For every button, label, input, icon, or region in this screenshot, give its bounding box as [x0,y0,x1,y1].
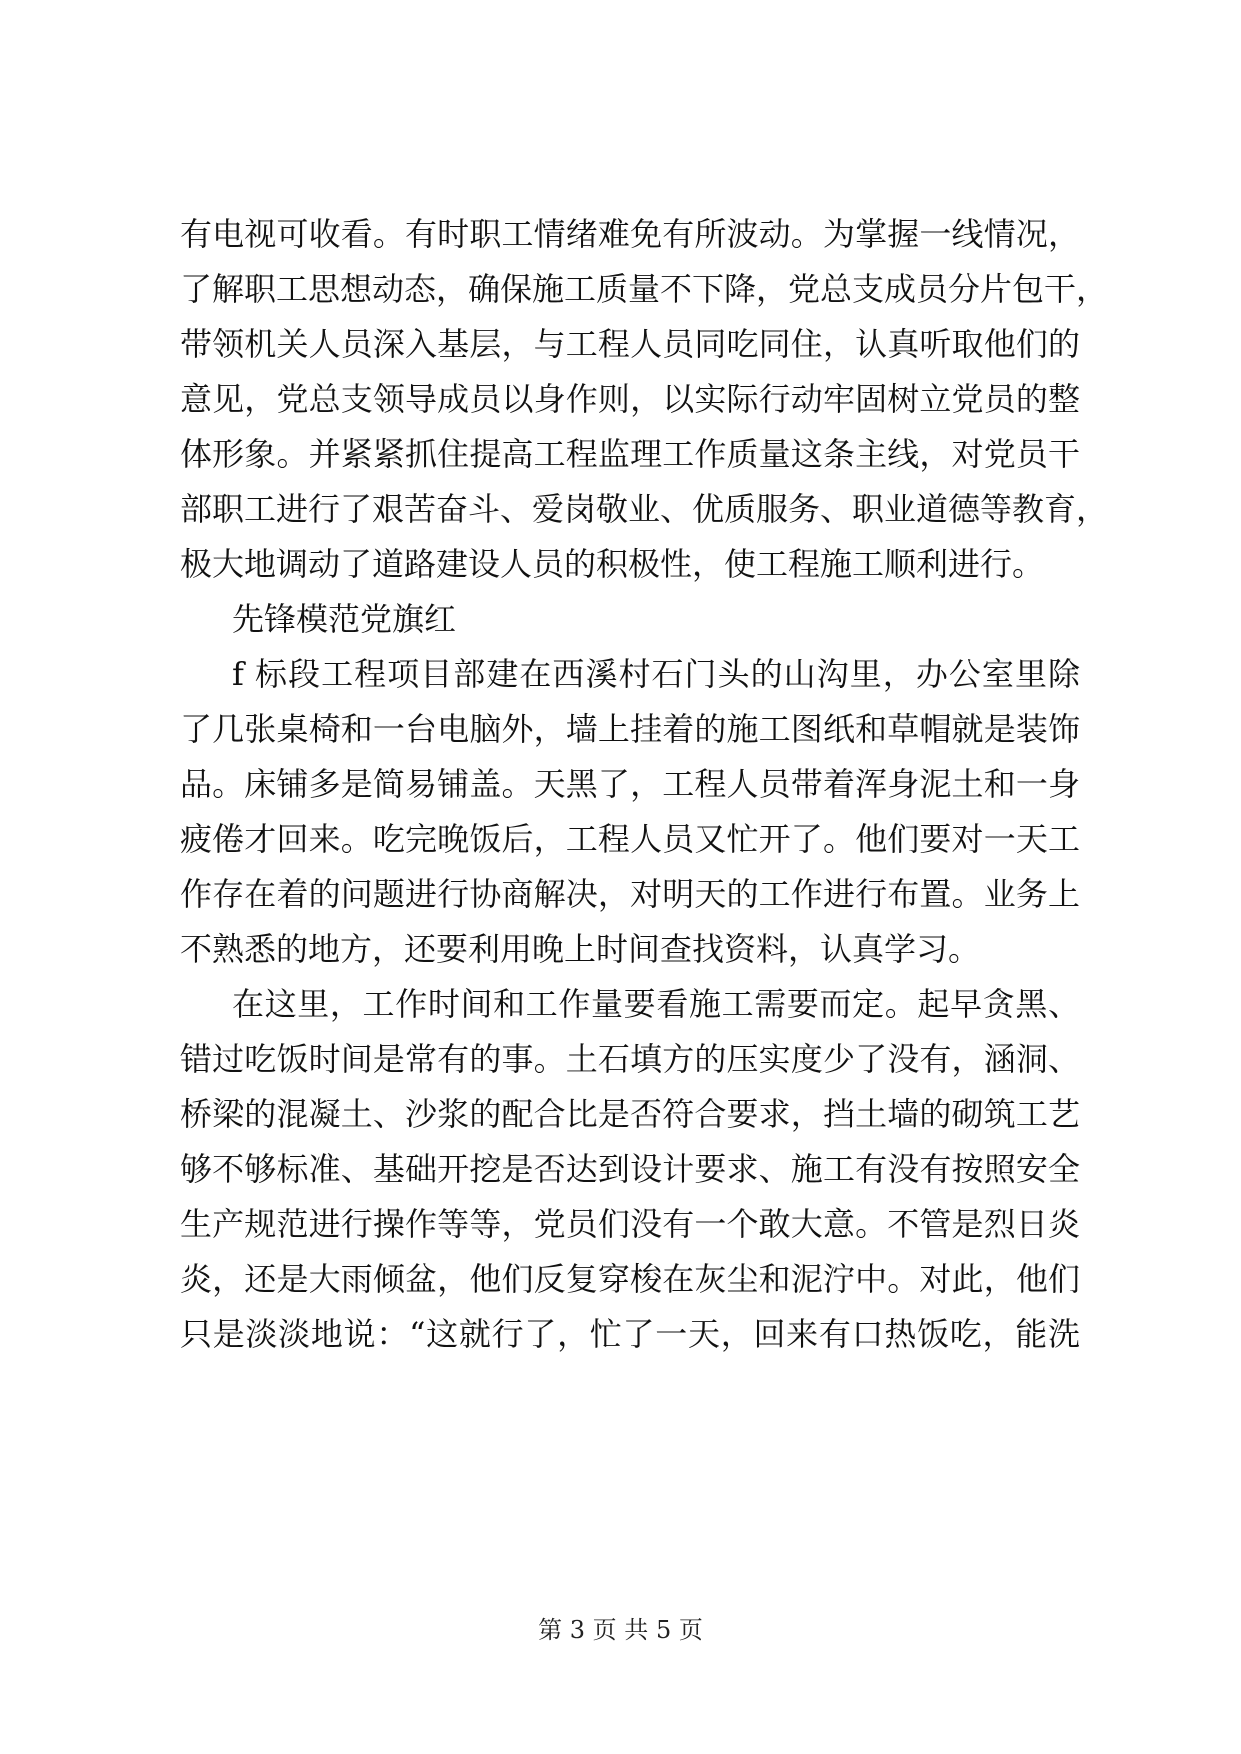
body-text-line: 部职工进行了艰苦奋斗、爱岗敬业、优质服务、职业道德等教育， [180,490,1109,528]
body-text-line: 在这里，工作时间和工作量要看施工需要而定。起早贪黑、 [232,985,1080,1023]
body-text-line: 只是淡淡地说：“这就行了，忙了一天，回来有口热饭吃，能洗 [180,1315,1080,1353]
body-text-line: f 标段工程项目部建在西溪村石门头的山沟里，办公室里除 [232,655,1080,693]
body-text-line: 作存在着的问题进行协商解决，对明天的工作进行布置。业务上 [180,875,1080,913]
body-text-line: 炎，还是大雨倾盆，他们反复穿梭在灰尘和泥泞中。对此，他们 [180,1260,1080,1298]
body-text-line: 了解职工思想动态，确保施工质量不下降，党总支成员分片包干， [180,270,1109,308]
body-text-line: 有电视可收看。有时职工情绪难免有所波动。为掌握一线情况， [180,215,1080,253]
body-text-line: 够不够标准、基础开挖是否达到设计要求、施工有没有按照安全 [180,1150,1080,1188]
body-text-line: 生产规范进行操作等等，党员们没有一个敢大意。不管是烈日炎 [180,1205,1080,1243]
page-number-footer: 第 3 页 共 5 页 [538,1616,703,1644]
body-text-line: 极大地调动了道路建设人员的积极性，使工程施工顺利进行。 [180,545,1045,583]
body-text-line: 不熟悉的地方，还要利用晚上时间查找资料，认真学习。 [180,930,981,968]
body-text-line: 体形象。并紧紧抓住提高工程监理工作质量这条主线，对党员干 [180,435,1080,473]
body-text-line: 带领机关人员深入基层，与工程人员同吃同住，认真听取他们的 [180,325,1080,363]
section-heading: 先锋模范党旗红 [232,600,457,638]
body-text-line: 错过吃饭时间是常有的事。土石填方的压实度少了没有，涵洞、 [180,1040,1080,1078]
body-text-line: 桥梁的混凝土、沙浆的配合比是否符合要求，挡土墙的砌筑工艺 [180,1095,1080,1133]
body-text-line: 品。床铺多是简易铺盖。天黑了，工程人员带着浑身泥土和一身 [180,765,1080,803]
body-text-line: 意见，党总支领导成员以身作则，以实际行动牢固树立党员的整 [180,380,1080,418]
body-text-line: 了几张桌椅和一台电脑外，墙上挂着的施工图纸和草帽就是装饰 [180,710,1080,748]
body-text-line: 疲倦才回来。吃完晚饭后，工程人员又忙开了。他们要对一天工 [180,820,1080,858]
